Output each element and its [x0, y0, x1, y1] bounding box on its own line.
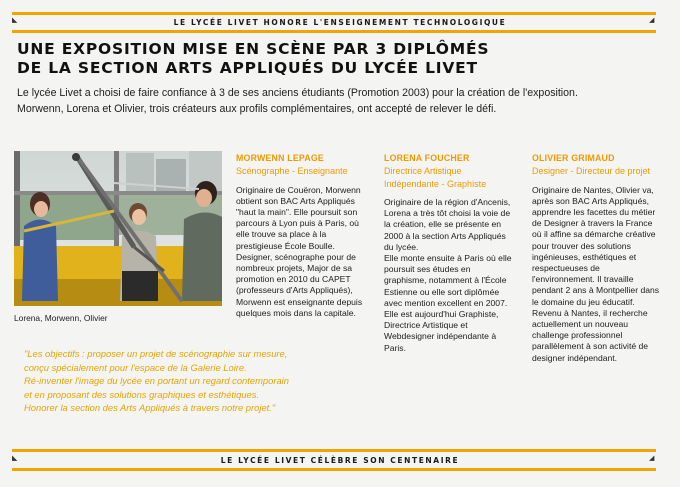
title-line-1: UNE EXPOSITION MISE EN SCÈNE PAR 3 DIPLÔMÉS	[17, 40, 490, 58]
header-label: LE LYCÉE LIVET HONORE L'ENSEIGNEMENT TECHNOLOGIQUE	[173, 18, 507, 27]
footer-rule-top	[12, 449, 656, 452]
footer-rule-bottom	[12, 468, 656, 471]
profile-role: Directrice Artistique Indépendante - Graphiste	[384, 166, 487, 189]
bio-paragraph: Originaire de Nantes, Olivier va, après son BAC Arts Appliqués, apprendre les facettes du métier de Designer à travers la France où il affine sa démarche créative pour trouver des solutions ingénieuses, esthétiques et respectueuses de l'environnement. Il travaille pendant 2 ans à Montpellier dans le domaine du jeu éducatif.	[532, 184, 660, 307]
bio-paragraph: Revenu à Nantes, il recherche actuellement un nouveau challenge professionnel parallèlement à son activité de designer indépendant.	[532, 307, 649, 363]
page-title	[17, 40, 637, 78]
crop-mark-icon: ◢	[649, 454, 655, 462]
profile-name: LORENA FOUCHER	[384, 153, 470, 163]
profile-morwenn	[236, 153, 364, 319]
profile-role: Scénographe - Enseignante	[236, 166, 348, 176]
crop-mark-icon: ◢	[649, 16, 655, 24]
profile-name: MORWENN LEPAGE	[236, 153, 325, 163]
photo-illustration	[14, 151, 222, 306]
quote-line: conçu spécialement pour l'espace de la Galerie Loire.	[24, 361, 247, 373]
profile-name: OLIVIER GRIMAUD	[532, 153, 615, 163]
profile-lorena	[384, 153, 512, 354]
objectives-quote	[24, 347, 354, 415]
intro-line-2: Morwenn, Lorena et Olivier, trois créateurs aux profils complémentaires, ont accepté de relever le défi.	[17, 102, 497, 115]
quote-line: "Les objectifs : proposer un projet de scénographie sur mesure,	[24, 348, 288, 359]
team-photo	[14, 151, 222, 306]
profile-bio	[532, 185, 662, 364]
bio-paragraph: Originaire de Couëron, Morwenn obtient son BAC Arts Appliqués "haut la main". Elle poursuit son parcours à Lyon puis à Paris, où elle trouve sa place à la prestigieuse École Boulle. Designer, scénographe pour de nombreux projets, Major de sa promotion en 2010 du CAPET (professeurs d'Arts Appliqués), Morwenn est enseignante depuis quelques mois dans la capitale.	[236, 184, 363, 318]
photo-caption: Lorena, Morwenn, Olivier	[14, 313, 108, 323]
header-rule-top	[12, 12, 656, 15]
bio-paragraph: Elle monte ensuite à Paris où elle poursuit ses études en graphisme, notamment à l'École Estienne ou elle sort diplômée avec mention excellent en 2007.	[384, 253, 512, 308]
crop-mark-icon: ◣	[12, 454, 18, 462]
crop-mark-icon: ◣	[12, 16, 18, 24]
quote-line: et en proposant des solutions graphiques et esthétiques.	[24, 388, 260, 400]
intro-line-1: Le lycée Livet a choisi de faire confiance à 3 de ses anciens étudiants (Promotion 2003) pour la création de l'exposition.	[17, 87, 578, 99]
footer-label: LE LYCÉE LIVET CÉLÈBRE SON CENTENAIRE	[220, 456, 460, 465]
profile-role: Designer - Directeur de projet	[532, 166, 651, 176]
intro-text	[17, 86, 667, 117]
quote-line: Ré-inventer l'image du lycée en portant un regard contemporain	[24, 375, 289, 387]
header-rule-bottom	[12, 30, 656, 33]
quote-line: Honorer la section des Arts Appliqués à travers notre projet."	[24, 402, 276, 414]
bio-paragraph: Originaire de la région d'Ancenis, Lorena a très tôt choisi la voie de la création, elle se présente en 2000 à la section Arts Appliqués du lycée.	[384, 197, 511, 252]
profile-bio	[236, 185, 364, 319]
profile-bio	[384, 197, 512, 354]
bio-paragraph: Elle est aujourd'hui Graphiste, Directrice Artistique et Webdesigner indépendante à Paris.	[384, 309, 499, 353]
title-line-2: DE LA SECTION ARTS APPLIQUÉS DU LYCÉE LIVET	[17, 59, 478, 77]
profile-olivier	[532, 153, 662, 364]
